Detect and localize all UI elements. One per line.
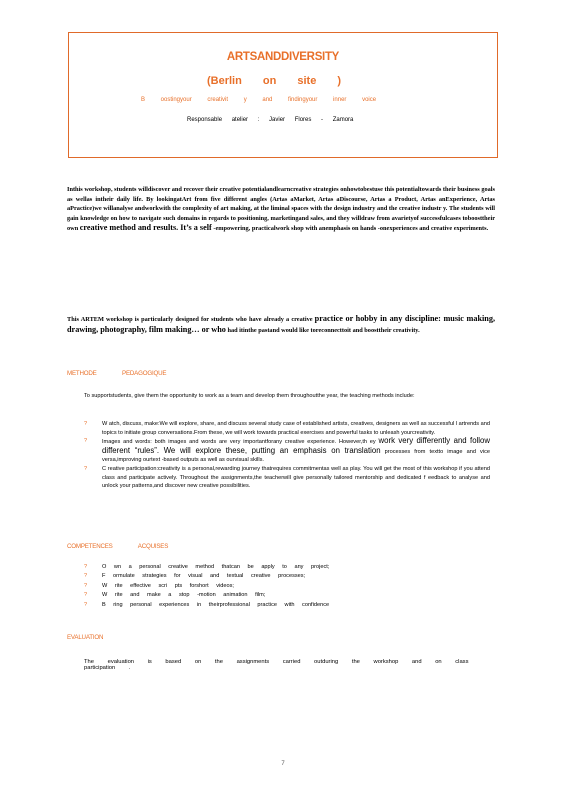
intro-paragraph	[67, 185, 495, 234]
competences-list	[84, 563, 490, 610]
workshop-responsible: Responsable atelier : Javier Flores - Zamora	[187, 117, 354, 123]
intro-paragraph-part2: creative method and results. It’s a self	[79, 223, 212, 233]
list-item	[84, 572, 490, 581]
competence-item: F ormulate strategies for visual and textual creative processes;	[102, 573, 306, 580]
competence-item: B ring personal experiences in theirprofessional practice with confidence	[102, 601, 330, 608]
bullet-icon: ?	[84, 573, 88, 580]
bullet-icon: ?	[84, 564, 88, 570]
methode-list	[84, 420, 490, 491]
methode-intro: To supportstudents, give them the opportunity to work as a team and develop them throughoutthe year, the teaching methods include:	[84, 393, 415, 399]
bullet-icon: ?	[84, 465, 88, 472]
bullet-icon: ?	[84, 592, 88, 599]
intro-paragraph-part1: Inthis workshop, students willdiscover and recover their creative potentialandlearncreative strategies onhowtobestuse this potentialtowards their business goals as wellas intheir daily life. By lookingatArt from five different angles (Artas aMarket, Artas aDiscourse, Artas a Product, Artas anExperience, Artas aPractice)we willanalyse andworkwith the complexity of art making, at the liminal spaces with the design industry and the creative industr y. The students will gain knowledge on how to navigate such domains in regards to positioning, marketingand sales, and they willdraw from avarietyof successfulcases toboosttheir own	[67, 186, 495, 233]
second-paragraph-part1: This ARTEM workshop is particularly designed for students who have already a creative	[67, 316, 313, 323]
second-paragraph	[67, 314, 495, 335]
bullet-icon: ?	[84, 421, 88, 427]
competence-item: O wn a personal creative method thatcan be apply to any project;	[102, 564, 330, 570]
intro-paragraph-part3: -empowering, practicalwork shop with anemphasis on hands -onexperiences and creative experiments.	[213, 225, 489, 233]
second-paragraph-part3: had itinthe pastand would like toreconnecttoit and boosttheir creativity.	[227, 326, 420, 334]
competences-heading: COMPETENCES ACQUISES	[67, 543, 169, 550]
methode-item-text-big: work very differently and follow different “rules”. We will explore these, putting an emphasis on translation	[102, 436, 490, 455]
evaluation-heading: EVALUATION	[67, 634, 104, 641]
methode-item-text-a: Images and words: both images and words are very importantforany creative experience. However,th ey	[102, 439, 376, 446]
methode-item-text: C reative participation:creativity is a personal,rewarding journey thatrequires commitmentas well as play. You will get the most of this workshop if you attend class and participate actively. Throughout the assignments,the teacherwill give personally tailored mentorship and dedicated f eedback to analyse and unlock your patterns,and discover new creative possibilities.	[102, 465, 490, 490]
second-paragraph-part2: practice or hobby in any discipline: music making, drawing, photography, film making… or who	[67, 314, 495, 334]
bullet-icon: ?	[84, 438, 88, 445]
bullet-icon: ?	[84, 582, 88, 589]
workshop-location: (Berlin on site )	[207, 75, 342, 87]
competence-item: W rite and make a stop -motion animation film;	[102, 592, 266, 599]
list-item	[84, 591, 490, 600]
methode-item-text-b: processes from textto image and vice versa,improving ourtext -based outputs as well as ourvisual skills.	[102, 448, 490, 464]
workshop-tagline: B oostingyour creativit y and findingyour inner voice	[141, 97, 377, 103]
workshop-title: ARTSANDDIVERSITY	[226, 51, 340, 63]
list-item	[84, 582, 490, 591]
page-number: 7	[281, 761, 285, 767]
list-item	[84, 437, 490, 465]
list-item	[84, 465, 490, 491]
list-item	[84, 563, 490, 572]
methode-heading: METHODE PEDAGOGIQUE	[67, 370, 167, 377]
evaluation-text: The evaluation is based on the assignments carried outduring the workshop and on class participation .	[84, 659, 469, 671]
list-item	[84, 601, 490, 610]
list-item	[84, 420, 490, 437]
competence-item: W rite effective scri pts forshort videos;	[102, 582, 234, 589]
bullet-icon: ?	[84, 601, 88, 608]
methode-item-text: W atch, discuss, make:We will explore, share, and discuss several study case of established artists, creatives, designers as well as successful l artrends and topics to initiate group conversations.From these, we will work towards practical exercises and powerful tasks to unleash yourcreativity.	[102, 421, 490, 436]
header-box	[68, 32, 498, 158]
